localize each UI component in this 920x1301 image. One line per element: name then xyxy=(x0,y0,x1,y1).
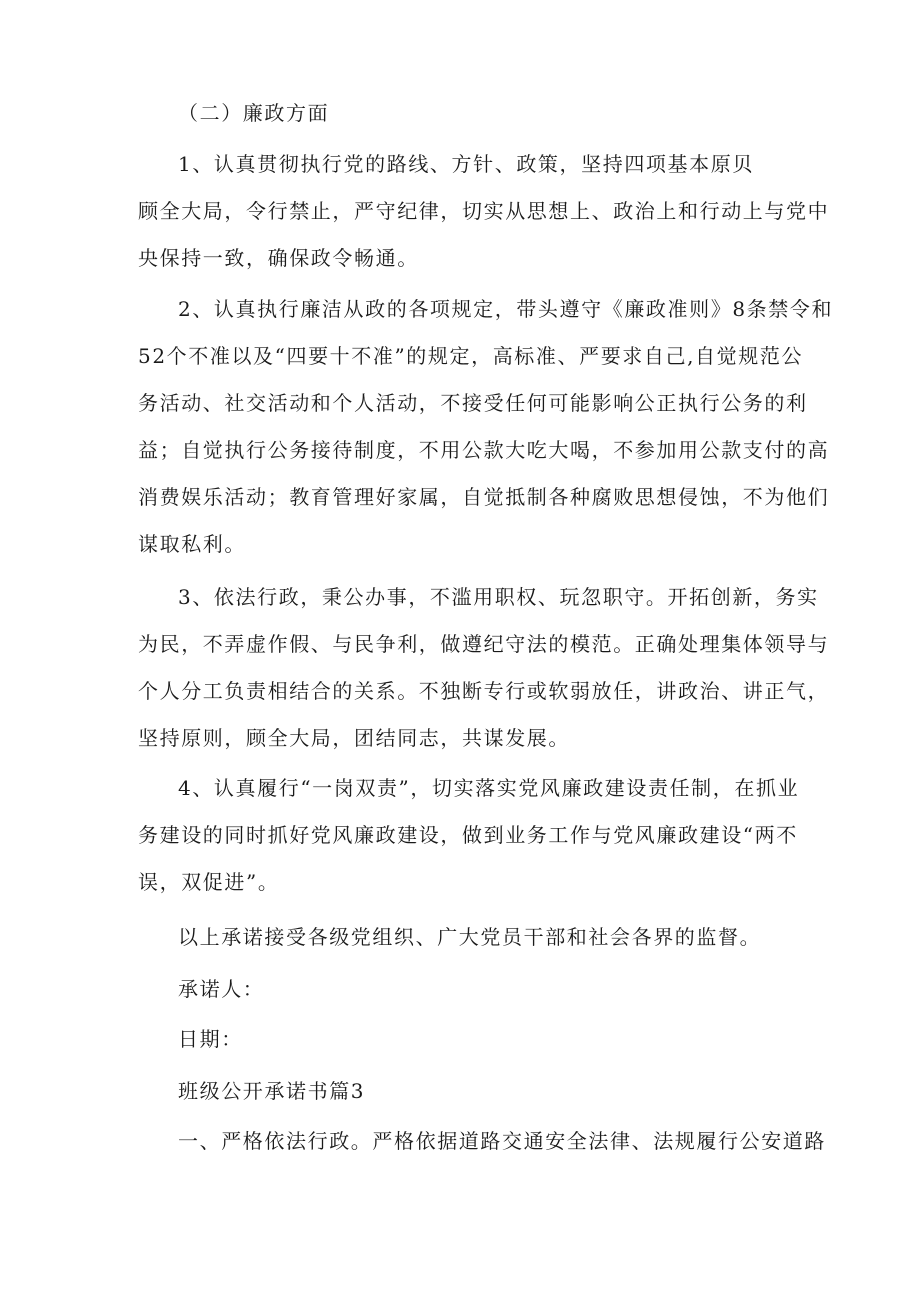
paragraph-line: 益；自觉执行公务接待制度，不用公款大吃大喝，不参加用公款支付的高 xyxy=(138,438,830,462)
paragraph-line: 1、认真贯彻执行党的路线、方针、政策，坚持四项基本原贝 xyxy=(178,152,754,176)
paragraph-line: 消费娱乐活动；教育管理好家属，自觉抵制各种腐败思想侵蚀，不为他们 xyxy=(138,485,830,509)
paragraph-line: 误，双促进”。 xyxy=(138,870,280,894)
paragraph-line: 谋取私利。 xyxy=(138,532,246,556)
paragraph-line: 顾全大局，令行禁止，严守纪律，切实从思想上、政治上和行动上与党中 xyxy=(138,199,830,223)
signatory-label: 承诺人： xyxy=(178,977,265,1001)
date-label: 日期： xyxy=(178,1027,243,1051)
paragraph-line: 务活动、社交活动和个人活动，不接受任何可能影响公正执行公务的利 xyxy=(138,391,808,415)
closing-statement: 以上承诺接受各级党组织、广大党员干部和社会各界的监督。 xyxy=(178,925,762,949)
next-document-first-line: 一、严格依法行政。严格依据道路交通安全法律、法规履行公安道路 xyxy=(178,1129,826,1153)
paragraph-line: 务建设的同时抓好党风廉政建设，做到业务工作与党风廉政建设“两不 xyxy=(138,823,798,847)
paragraph-line: 为民，不弄虚作假、与民争利，做遵纪守法的模范。正确处理集体领导与 xyxy=(138,632,830,656)
paragraph-line: 52个不准以及“四要十不准”的规定，高标准、严要求自己,自觉规范公 xyxy=(138,344,804,368)
paragraph-line: 个人分工负责相结合的关系。不独断专行或软弱放任，讲政治、讲正气， xyxy=(138,679,830,703)
paragraph-line: 3、依法行政，秉公办事，不滥用职权、玩忽职守。开拓创新，务实 xyxy=(178,585,819,609)
paragraph-line: 坚持原则，顾全大局，团结同志，共谋发展。 xyxy=(138,726,570,750)
paragraph-line: 央保持一致，确保政令畅通。 xyxy=(138,246,419,270)
next-document-title: 班级公开承诺书篇3 xyxy=(178,1079,366,1103)
section-heading: （二）廉政方面 xyxy=(178,101,330,125)
paragraph-line: 2、认真执行廉洁从政的各项规定，带头遵守《廉政准则》8条禁令和 xyxy=(178,297,834,321)
paragraph-line: 4、认真履行“一岗双责”，切实落实党风廉政建设责任制，在抓业 xyxy=(178,776,800,800)
